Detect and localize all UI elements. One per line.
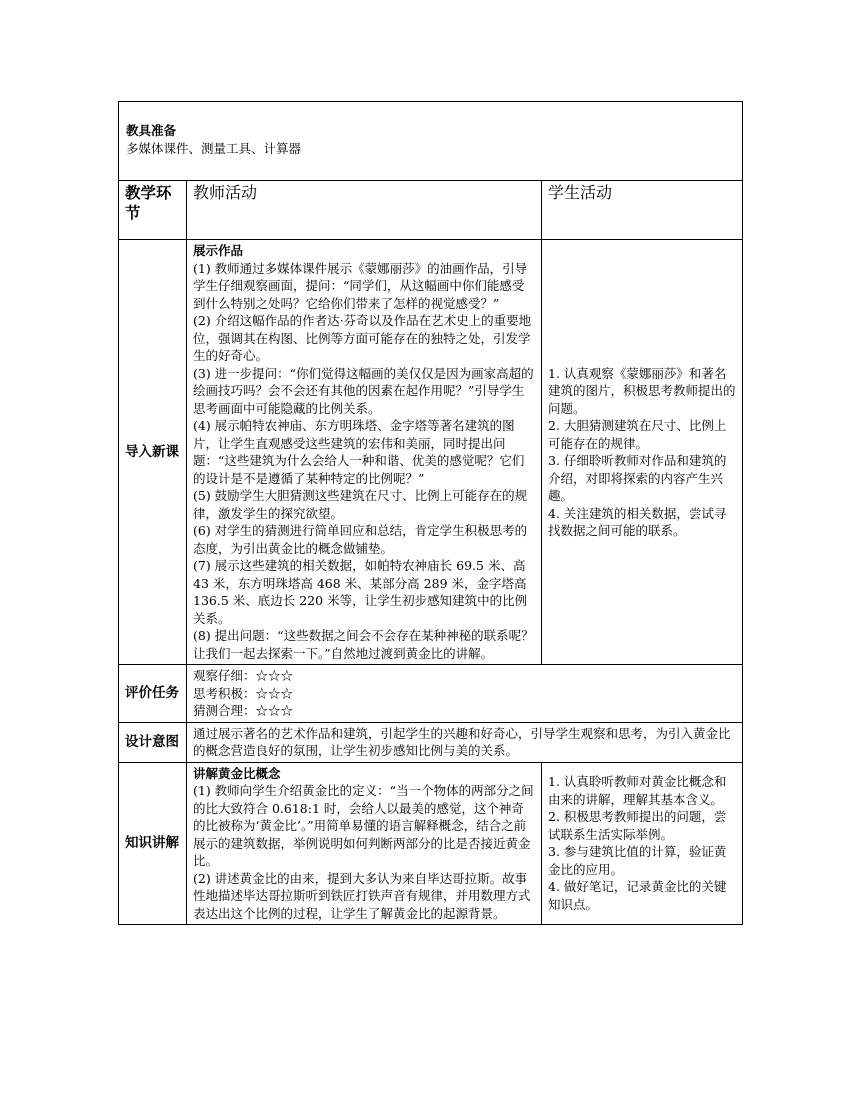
intro-teacher-cell [187,240,542,665]
intro-teacher-item: (4) 展示帕特农神庙、东方明珠塔、金字塔等著名建筑的图片，让学生直观感受这些建筑的宏伟和美丽，同时提出问题：“这些建筑为什么会给人一种和谐、优美的感觉呢？它们的设计是不是遵循了某种特定的比例呢？” [193,418,525,486]
evaluation-cell [187,665,743,723]
knowledge-student-cell [542,762,743,925]
design-stage: 设计意图 [119,722,187,762]
intro-teacher-item: (2) 介绍这幅作品的作者达·芬奇以及作品在艺术史上的重要地位，强调其在构图、比例等方面可能存在的独特之处，引发学生的好奇心。 [193,313,532,363]
header-student: 学生活动 [542,181,743,240]
intro-teacher-item: (3) 进一步提问：“你们觉得这幅画的美仅仅是因为画家高超的绘画技巧吗？会不会还有其他的因素在起作用呢？”引导学生思考画面中可能隐藏的比例关系。 [193,365,534,416]
knowledge-teacher-item: (2) 讲述黄金比的由来，提到大多认为来自毕达哥拉斯。故事性地描述毕达哥拉斯听到铁匠打铁声音有规律，并用数理方式表达出这个比例的过程，让学生了解黄金比的起源背景。 [193,870,531,921]
header-row [119,181,743,240]
design-cell [187,722,743,762]
design-text: 通过展示著名的艺术作品和建筑，引起学生的兴趣和好奇心，引导学生观察和思考，为引入黄金比的概念营造良好的氛围，让学生初步感知比例与美的关系。 [193,725,731,758]
evaluation-item: 观察仔细：☆☆☆ [193,668,294,683]
knowledge-student-item: 2. 积极思考教师提出的问题，尝试联系生活实际举例。 [548,809,727,842]
knowledge-stage: 知识讲解 [119,762,187,925]
evaluation-item: 思考积极：☆☆☆ [193,685,294,701]
knowledge-teacher-cell [187,762,542,925]
knowledge-student-item: 3. 参与建筑比值的计算，验证黄金比的应用。 [548,844,727,877]
evaluation-item: 猜测合理：☆☆☆ [193,703,294,718]
intro-student-cell [542,240,743,665]
intro-row [119,240,743,665]
tools-cell [119,102,743,181]
intro-teacher-title: 展示作品 [193,243,244,258]
knowledge-student-item: 1. 认真聆听教师对黄金比概念和由来的讲解，理解其基本含义。 [548,774,727,807]
tools-title: 教具准备 [126,123,177,138]
knowledge-row [119,762,743,925]
lesson-plan-table [118,101,743,925]
evaluation-row [119,665,743,723]
intro-teacher-item: (8) 提出问题：“这些数据之间会不会存在某种神秘的联系呢？让我们一起去探索一下。”自然地过渡到黄金比的讲解。 [193,628,534,661]
header-stage: 教学环节 [119,181,187,240]
intro-stage: 导入新课 [119,240,187,665]
intro-teacher-item: (1) 教师通过多媒体课件展示《蒙娜丽莎》的油画作品，引导学生仔细观察画面，提问：“同学们，从这幅画中你们能感受到什么特别之处吗？它给你们带来了怎样的视觉感受？” [193,260,528,311]
knowledge-teacher-item: (1) 教师向学生介绍黄金比的定义：“当一个物体的两部分之间的比大致符合 0.618:1 时，会给人以最美的感觉，这个神奇的比被称为‘黄金比’。”用简单易懂的语言解释概念，结合之前展示的建筑数据，举例说明如何判断两部分的比是否接近黄金比。 [193,783,534,868]
tools-content: 多媒体课件、测量工具、计算器 [126,140,302,156]
design-row [119,722,743,762]
intro-student-item: 3. 仔细聆听教师对作品和建筑的介绍，对即将探索的内容产生兴趣。 [548,453,727,503]
tools-row [119,102,743,181]
header-teacher: 教师活动 [187,181,542,240]
knowledge-student-item: 4. 做好笔记，记录黄金比的关键知识点。 [548,879,727,912]
intro-teacher-item: (5) 鼓励学生大胆猜测这些建筑在尺寸、比例上可能存在的规律，激发学生的探究欲望。 [193,488,528,521]
intro-teacher-item: (7) 展示这些建筑的相关数据，如帕特农神庙长 69.5 米、高 43 米，东方明珠塔高 468 米、某部分高 289 米，金字塔高 136.5 米、底边长 220 米等，让学生初步感知建筑中的比例关系。 [193,558,528,626]
intro-teacher-item: (6) 对学生的猜测进行简单回应和总结，肯定学生积极思考的态度，为引出黄金比的概念做铺垫。 [193,523,528,556]
intro-student-item: 2. 大胆猜测建筑在尺寸、比例上可能存在的规律。 [548,418,727,451]
intro-student-item: 4. 关注建筑的相关数据，尝试寻找数据之间可能的联系。 [548,505,727,538]
intro-student-item: 1. 认真观察《蒙娜丽莎》和著名建筑的图片，积极思考教师提出的问题。 [548,365,736,416]
evaluation-stage: 评价任务 [119,665,187,723]
knowledge-teacher-title: 讲解黄金比概念 [193,765,281,781]
